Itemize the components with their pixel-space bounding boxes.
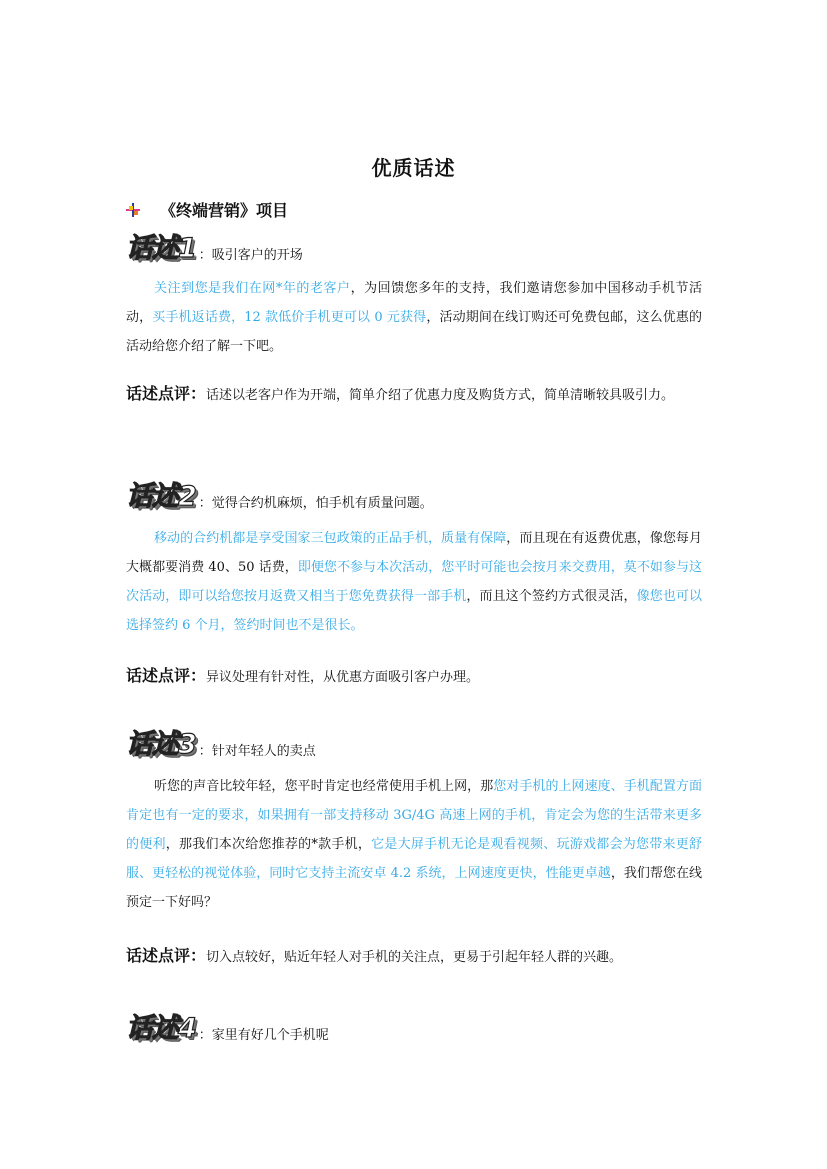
- comment-label: 话述点评：: [126, 946, 207, 965]
- section-1-heading: [126, 234, 303, 264]
- section-3-body-segment: 听您的声音比较年轻，您平时肯定也经常使用手机上网，那: [154, 779, 494, 794]
- page-title: 优质话述: [371, 156, 456, 180]
- section-3-subtitle: ：针对年轻人的卖点: [198, 744, 316, 759]
- section-3-body: [126, 772, 702, 917]
- section-1-comment: [126, 378, 702, 412]
- section-3-body-segment: 它是大屏手机无论是观看视频、玩游戏都会为您带来更舒服、更轻松的视觉体验，同时它支持主流安卓 4.2 系统，上网速度更快，性能更卓越: [126, 837, 702, 881]
- section-2-heading: [126, 482, 433, 512]
- section-2-body-segment: ，而且这个签约方式很灵活，: [466, 589, 637, 604]
- section-3-comment-text: 切入点较好，贴近年轻人对手机的关注点，更易于引起年轻人群的兴趣。: [206, 950, 623, 965]
- section-3-badge: 话述3: [126, 729, 196, 760]
- section-2-comment: [126, 660, 702, 694]
- section-2-badge: 话述2: [126, 481, 196, 512]
- section-1-subtitle: ：吸引客户的开场: [198, 248, 303, 263]
- section-1-body-segment: ，活动期间在线订购还可免费包邮，这么优惠的活动给您介绍了解一下吧。: [126, 310, 702, 354]
- section-1-body: [126, 274, 702, 361]
- section-4-badge: 话述4: [126, 1013, 196, 1044]
- project-title: 《终端营销》项目: [160, 201, 289, 220]
- section-1-body-segment: ，为回馈您多年的支持，我们邀请您参加中国移动手机节活动，: [126, 281, 702, 325]
- section-3-heading: [126, 730, 316, 760]
- section-1-badge: 话述1: [126, 233, 196, 264]
- project-heading: [126, 198, 288, 221]
- section-2-body-segment: ，而且现在有返费优惠，像您每月大概都要消费 40、50 话费，: [126, 531, 702, 575]
- section-3-body-segment: ，那我们本次给您推荐的*款手机，: [165, 837, 372, 852]
- section-2-comment-text: 异议处理有针对性，从优惠方面吸引客户办理。: [206, 670, 480, 685]
- section-2-body: [126, 524, 702, 640]
- comment-label: 话述点评：: [126, 384, 207, 403]
- comment-label: 话述点评：: [126, 666, 207, 685]
- bullet-icon: [126, 203, 140, 217]
- section-3-body-segment: ，我们帮您在线预定一下好吗？: [126, 866, 702, 910]
- section-3-body-segment: 您对手机的上网速度、手机配置方面肯定也有一定的要求，如果拥有一部支持移动 3G/4G 高速上网的手机，肯定会为您的生活带来更多的便利: [126, 779, 702, 852]
- section-2-body-segment: 像您也可以选择签约 6 个月，签约时间也不是很长。: [126, 589, 702, 633]
- section-1-body-segment: 关注到您是我们在网*年的老客户: [154, 281, 351, 296]
- section-2-body-segment: 即便您不参与本次活动，您平时可能也会按月来交费用，莫不如参与这次活动，即可以给您按月返费又相当于您免费获得一部手机: [126, 560, 702, 604]
- section-1-comment-text: 话述以老客户作为开端，简单介绍了优惠力度及购货方式，简单清晰较具吸引力。: [206, 388, 675, 403]
- section-1-body-segment: 买手机返话费，12 款低价手机更可以 0 元获得: [152, 310, 427, 325]
- section-2-subtitle: ：觉得合约机麻烦，怕手机有质量问题。: [198, 496, 433, 511]
- section-4-subtitle: ：家里有好几个手机呢: [198, 1028, 329, 1043]
- section-2-body-segment: 移动的合约机都是享受国家三包政策的正品手机，质量有保障: [154, 531, 507, 546]
- section-3-comment: [126, 940, 702, 974]
- section-4-heading: [126, 1014, 329, 1044]
